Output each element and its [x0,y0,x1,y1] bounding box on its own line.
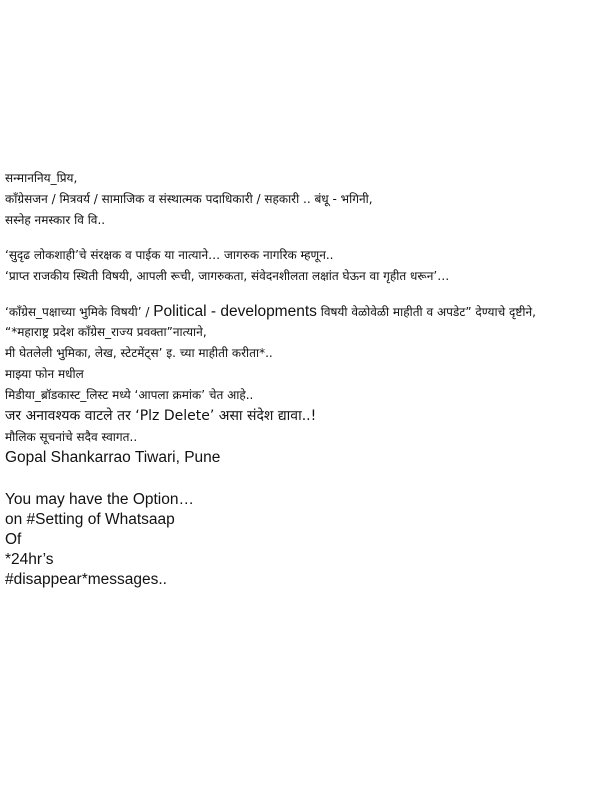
body-line: मौलिक सूचनांचे सदैव स्वागत.. [5,430,138,444]
paragraph-gap [5,287,597,301]
note-line: You may have the Option… [5,491,194,508]
body-block [5,301,597,468]
purpose-part: विषयी वेळोवेळी माहीती व अपडेट” देण्याचे दृष्टीने, [316,305,536,319]
salutation-line: सन्माननिय_प्रिय, [5,171,78,185]
salutation-line: सस्नेह नमस्कार वि वि.. [5,213,106,227]
body-line: मिडीया_ब्रॉडकास्ट_लिस्ट मध्ये ‘आपला क्रमांक’ चेत आहे.. [5,388,254,402]
body-line: मी घेतलेली भुमिका, लेख, स्टेटमेंट्स’ इ. च्या माहीती करीता*.. [5,346,273,360]
salutation-block [5,168,597,231]
note-line: *24hr’s [5,551,54,568]
purpose-part: ‘काँग्रेस_पक्षाच्या भुमिके विषयी’ / [5,305,154,319]
context-line: ‘सुदृढ लोकशाही’चे संरक्षक व पाईक या नात्याने… जागरुक नागरिक म्हणून.. [5,248,334,262]
signature: Gopal Shankarrao Tiwari, Pune [5,449,221,466]
note-line: Of [5,531,22,548]
purpose-line [5,301,597,322]
context-block [5,245,597,287]
paragraph-gap [5,468,597,490]
salutation-line: काँग्रेसजन / मित्रवर्य / सामाजिक व संस्थात्मक पदाधिकारी / सहकारी .. बंधू - भगिनी, [5,192,373,206]
message-document [5,168,597,590]
note-block [5,490,597,590]
note-line: on #Setting of Whatsaap [5,511,175,528]
note-line: #disappear*messages.. [5,571,167,588]
body-line: “*महाराष्ट्र प्रदेश काँग्रेस_राज्य प्रवक्ता”नात्याने, [5,325,207,339]
body-line: माझ्या फोन मधील [5,367,84,381]
paragraph-gap [5,231,597,245]
purpose-part-english: Political - developments [153,303,317,320]
body-line: जर अनावश्यक वाटले तर ‘Plz Delete’ असा संदेश द्यावा..! [5,408,317,424]
context-line: ‘प्राप्त राजकीय स्थिती विषयी, आपली रूची, जागरुकता, संवेदनशीलता लक्षांत घेऊन वा गृहीत धरून’… [5,269,450,283]
